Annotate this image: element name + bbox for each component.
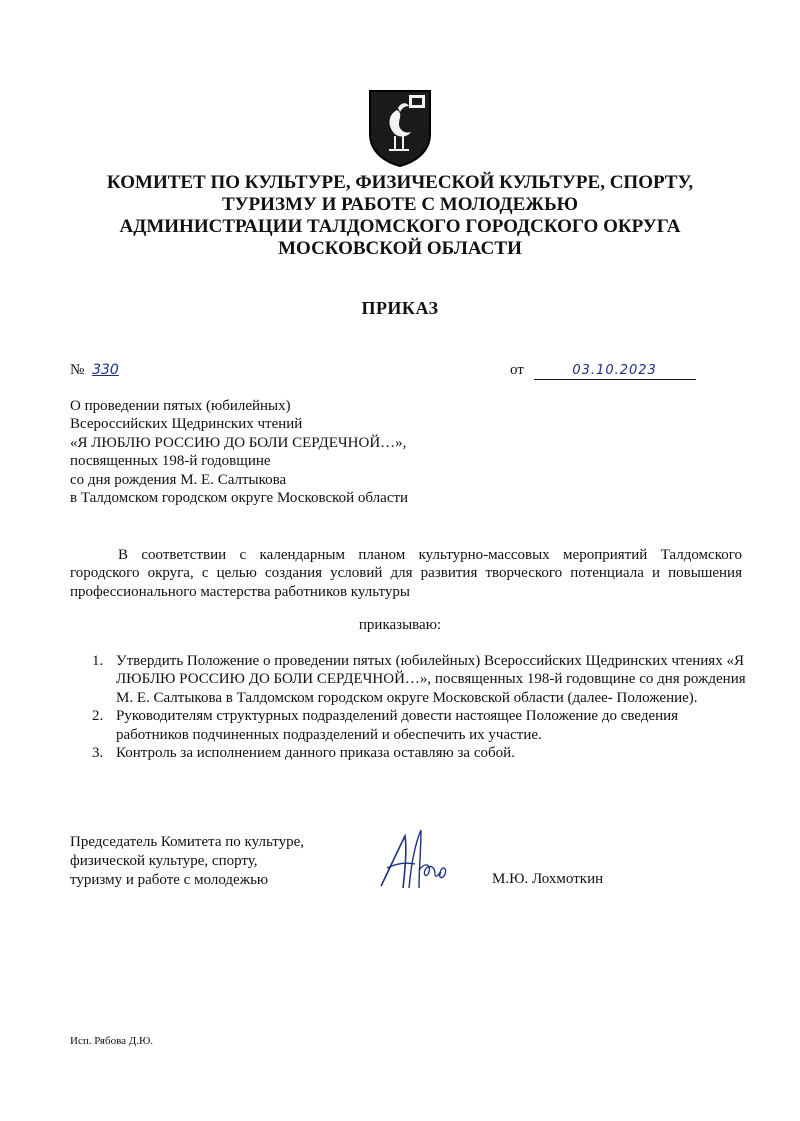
- order-number-value: 330: [92, 362, 119, 378]
- signatory-title-line: Председатель Комитета по культуре,: [70, 834, 304, 850]
- order-date-field: [534, 362, 696, 380]
- executor-note: Исп. Рябова Д.Ю.: [70, 1035, 154, 1047]
- order-number: [70, 362, 119, 379]
- item-text: Контроль за исполнением данного приказа оставляю за собой.: [116, 745, 515, 762]
- preamble-paragraph: В соответствии с календарным планом культурно-массовых мероприятий Талдомского городского округа, с целью создания условий для развития творческого потенциала и повышения профессионального мастерства работников культуры: [70, 547, 742, 600]
- signatory-title: [70, 833, 304, 889]
- subject-line: посвященных 198-й годовщине: [70, 453, 271, 470]
- order-date: [510, 362, 696, 380]
- handwritten-signature-icon: [375, 826, 453, 896]
- coat-of-arms-icon: [367, 88, 433, 168]
- item-number: 2.: [92, 708, 104, 725]
- signatory-title-line: туризму и работе с молодежью: [70, 871, 269, 888]
- order-date-value: 03.10.2023: [572, 363, 657, 378]
- list-item: [92, 652, 752, 707]
- order-date-label: от: [510, 362, 524, 378]
- decree-word: приказываю:: [358, 617, 442, 633]
- list-item: [92, 744, 752, 762]
- signatory-name: М.Ю. Лохмоткин: [492, 871, 604, 887]
- organization-line: КОМИТЕТ ПО КУЛЬТУРЕ, ФИЗИЧЕСКОЙ КУЛЬТУРЕ, СПОРТУ,: [106, 172, 694, 193]
- subject-line: О проведении пятых (юбилейных): [70, 398, 291, 414]
- organization-line: ТУРИЗМУ И РАБОТЕ С МОЛОДЕЖЬЮ: [221, 194, 579, 215]
- signatory-title-line: физической культуре, спорту,: [70, 852, 258, 869]
- item-number: 3.: [92, 745, 104, 762]
- subject-line: со дня рождения М. Е. Салтыкова: [70, 471, 287, 488]
- item-number: 1.: [92, 653, 104, 669]
- item-text: Руководителям структурных подразделений довести настоящее Положение до сведения работников подчиненных подразделений и обеспечить их участие.: [116, 708, 679, 743]
- organization-name: [90, 172, 710, 260]
- list-item: [92, 707, 752, 744]
- subject-line: Всероссийских Щедринских чтений: [70, 416, 303, 433]
- subject-line: «Я ЛЮБЛЮ РОССИЮ ДО БОЛИ СЕРДЕЧНОЙ…»,: [70, 434, 407, 451]
- item-text: Утвердить Положение о проведении пятых (юбилейных) Всероссийских Щедринских чтениях «Я ЛЮБЛЮ РОССИЮ ДО БОЛИ СЕРДЕЧНОЙ…», посвященных 198-й годовщине со дня рождения М. Е. Салтыкова в Талдомском городском округе Московской области (далее- Положение).: [116, 653, 746, 706]
- subject-line: в Талдомском городском округе Московской области: [70, 490, 409, 507]
- order-items-list: [92, 652, 752, 762]
- order-number-label: №: [70, 362, 85, 378]
- organization-line: АДМИНИСТРАЦИИ ТАЛДОМСКОГО ГОРОДСКОГО ОКРУГА: [119, 216, 681, 237]
- organization-line: МОСКОВСКОЙ ОБЛАСТИ: [278, 238, 522, 259]
- document-type: ПРИКАЗ: [361, 298, 439, 318]
- order-subject: [70, 397, 408, 507]
